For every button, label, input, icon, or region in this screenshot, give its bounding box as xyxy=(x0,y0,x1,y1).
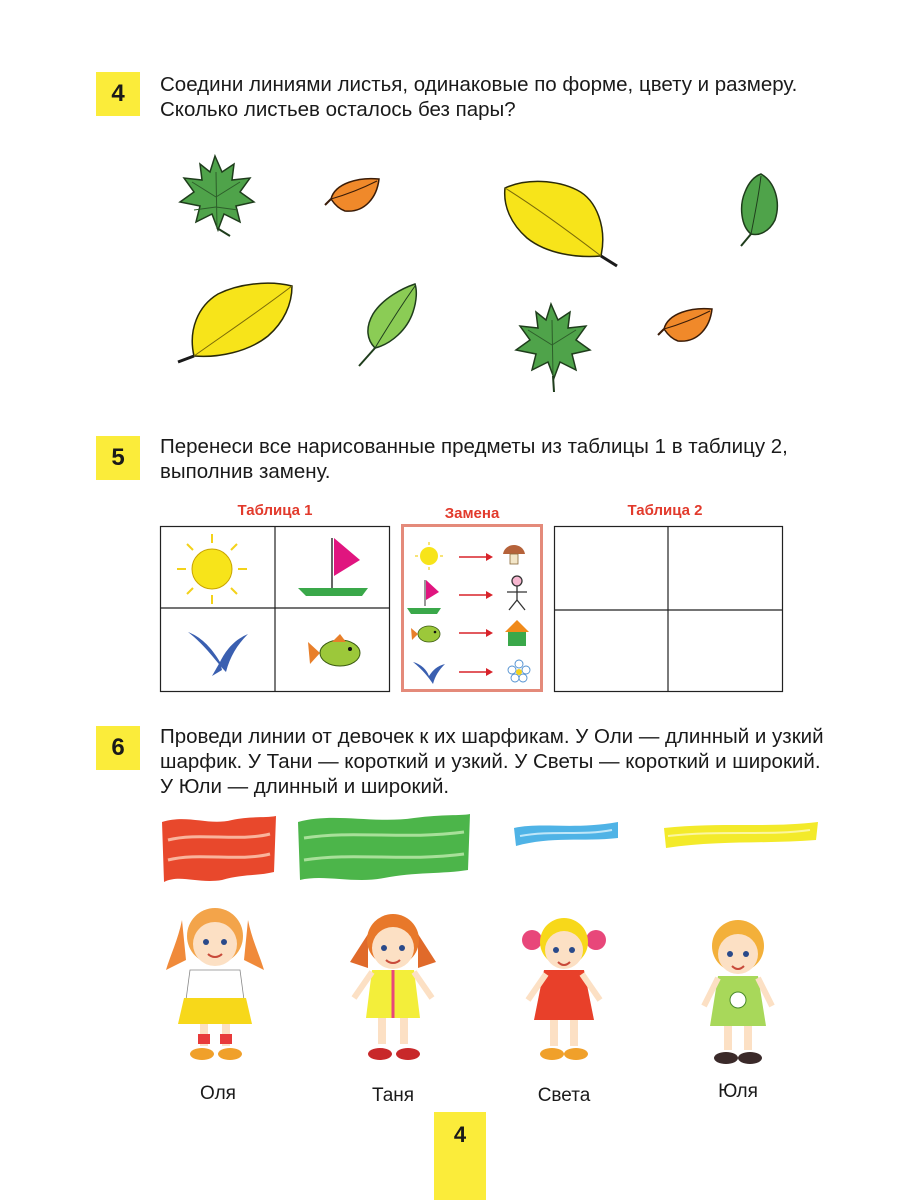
task-5-text xyxy=(160,434,840,484)
red-scarf xyxy=(158,812,280,884)
task-6-line-2: шарфик. У Тани — короткий и узкий. У Светы — короткий и широкий. xyxy=(160,750,821,773)
big-yellow-leaf-1 xyxy=(497,178,623,270)
task-5-line-2: выполнив замену. xyxy=(160,460,331,483)
task-6-number: 6 xyxy=(96,726,140,770)
small-orange-leaf-1 xyxy=(325,175,383,217)
task-6-text xyxy=(160,724,840,799)
small-orange-leaf-2 xyxy=(658,305,716,347)
task-6-line-3: У Юли — длинный и широкий. xyxy=(160,775,450,798)
small-green-leaf-1 xyxy=(735,170,785,250)
task-5-line-1: Перенеси все нарисованные предметы из таблицы 1 в таблицу 2, xyxy=(160,435,788,458)
girl-tanya xyxy=(338,908,448,1074)
big-yellow-leaf-2 xyxy=(172,280,298,366)
girl-name-sveta: Света xyxy=(537,1085,591,1106)
girl-yulya xyxy=(686,914,790,1074)
task-4-number: 4 xyxy=(96,72,140,116)
girl-name-tanya: Таня xyxy=(371,1085,415,1106)
replacement-title: Замена xyxy=(444,505,500,522)
table-2 xyxy=(554,526,783,692)
table-2-title: Таблица 2 xyxy=(627,502,703,519)
task-5-number: 5 xyxy=(96,436,140,480)
task-4-text xyxy=(160,72,840,122)
table-1-title: Таблица 1 xyxy=(237,502,313,519)
maple-leaf-2 xyxy=(508,300,594,394)
replacement-box xyxy=(401,524,543,692)
task-6-line-1: Проведи линии от девочек к их шарфикам. У Оли — длинный и узкий xyxy=(160,725,824,748)
light-green-leaf xyxy=(355,280,421,370)
girl-sveta xyxy=(512,912,616,1072)
girl-olya xyxy=(160,900,270,1066)
task-4-line-1: Соедини линиями листья, одинаковые по форме, цвету и размеру. xyxy=(160,73,798,96)
page-number: 4 xyxy=(434,1112,486,1200)
blue-scarf xyxy=(512,818,622,850)
maple-leaf-1 xyxy=(172,152,258,238)
girl-name-olya: Оля xyxy=(200,1083,236,1104)
girl-name-yulya: Юля xyxy=(718,1081,758,1102)
green-scarf xyxy=(294,808,474,884)
task-4-line-2: Сколько листьев осталось без пары? xyxy=(160,98,516,121)
yellow-scarf xyxy=(660,818,822,852)
table-1 xyxy=(160,526,390,692)
